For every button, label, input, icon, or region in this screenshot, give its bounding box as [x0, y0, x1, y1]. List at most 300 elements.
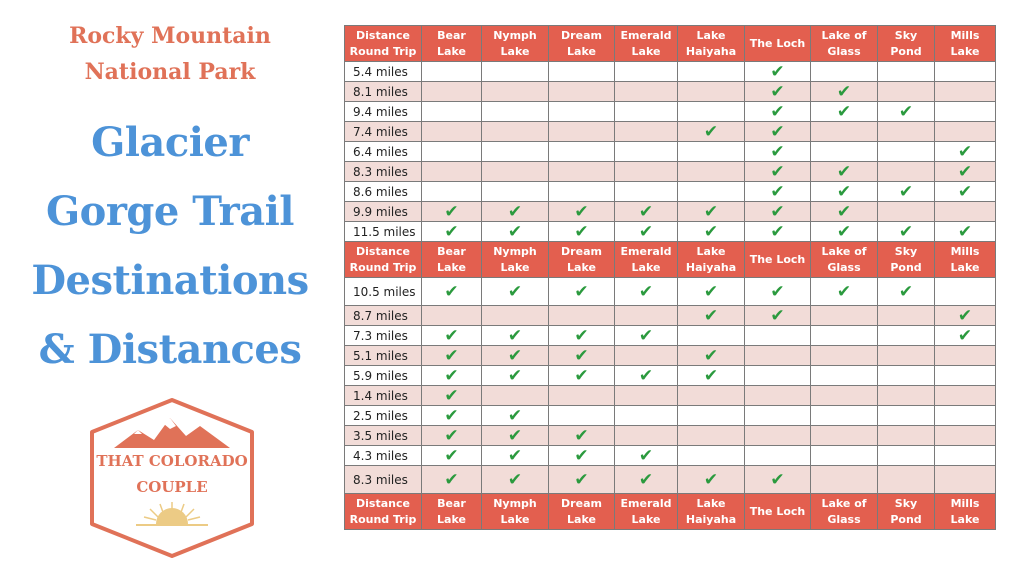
- column-header-label: Sky: [894, 496, 918, 510]
- check-icon: ✔: [444, 326, 459, 346]
- destination-cell: [615, 182, 678, 202]
- column-header-destination: [549, 26, 615, 62]
- logo-text-line2: COUPLE: [136, 478, 208, 496]
- destination-cell: [482, 446, 549, 466]
- distance-cell: 8.3 miles: [345, 162, 422, 182]
- page-title-line: Glacier: [91, 119, 249, 166]
- check-icon: ✔: [836, 202, 852, 222]
- check-icon: ✔: [898, 102, 914, 122]
- check-icon: ✔: [507, 426, 523, 446]
- destination-cell: [549, 62, 615, 82]
- check-icon: ✔: [507, 346, 523, 366]
- destination-cell: [678, 142, 745, 162]
- page-title-line: Gorge Trail: [46, 188, 294, 235]
- destination-cell: [422, 446, 482, 466]
- distance-cell: 10.5 miles: [345, 278, 422, 306]
- column-header-label: Lake: [696, 496, 726, 510]
- destination-cell: [811, 182, 878, 202]
- destination-cell: [935, 182, 996, 202]
- column-header-label: Mills: [950, 244, 980, 258]
- column-header-label: Nymph: [493, 28, 537, 42]
- column-header-label: Glass: [827, 512, 861, 526]
- table-row: [345, 142, 996, 162]
- distance-cell: 6.4 miles: [345, 142, 422, 162]
- destination-cell: [745, 142, 811, 162]
- destination-cell: [811, 306, 878, 326]
- destination-cell: [878, 222, 935, 242]
- check-icon: ✔: [574, 470, 589, 490]
- check-icon: ✔: [836, 282, 852, 302]
- column-header-label: Round Trip: [349, 512, 417, 526]
- column-header-label: Lake: [567, 512, 596, 526]
- check-icon: ✔: [638, 470, 654, 490]
- destination-cell: [678, 278, 745, 306]
- column-header-label: Lake: [437, 44, 466, 58]
- check-icon: ✔: [836, 222, 852, 242]
- column-header-label: The Loch: [749, 504, 806, 518]
- check-icon: ✔: [770, 62, 785, 82]
- check-icon: ✔: [957, 326, 973, 346]
- column-header-label: Lake: [950, 512, 980, 526]
- distance-cell: 3.5 miles: [345, 426, 422, 446]
- column-header-label: Emerald: [620, 244, 672, 258]
- check-icon: ✔: [507, 446, 523, 466]
- destination-cell: [422, 406, 482, 426]
- check-icon: ✔: [770, 102, 785, 122]
- destination-cell: [935, 366, 996, 386]
- destination-cell: [878, 278, 935, 306]
- distance-cell: 7.4 miles: [345, 122, 422, 142]
- destination-cell: [422, 142, 482, 162]
- destination-cell: [745, 122, 811, 142]
- column-header-destination: [615, 242, 678, 278]
- destination-cell: [678, 366, 745, 386]
- destination-cell: [549, 446, 615, 466]
- destination-cell: [878, 306, 935, 326]
- destination-cell: [678, 446, 745, 466]
- table-row: [345, 222, 996, 242]
- check-icon: ✔: [507, 326, 523, 346]
- destination-cell: [935, 102, 996, 122]
- destination-cell: [678, 466, 745, 494]
- table-row: [345, 466, 996, 494]
- column-header-label: Bear: [437, 28, 466, 42]
- column-header-label: Bear: [437, 496, 466, 510]
- column-header-label: Lake of: [821, 28, 867, 42]
- destination-cell: [678, 306, 745, 326]
- column-header-destination: [878, 494, 935, 530]
- park-name-line: Rocky Mountain: [69, 23, 271, 49]
- check-icon: ✔: [703, 366, 719, 386]
- column-header-destination: [482, 494, 549, 530]
- destination-cell: [811, 326, 878, 346]
- check-icon: ✔: [770, 306, 785, 326]
- destination-cell: [482, 162, 549, 182]
- destination-cell: [745, 426, 811, 446]
- check-icon: ✔: [957, 222, 973, 242]
- distance-cell: 1.4 miles: [345, 386, 422, 406]
- table-row: [345, 366, 996, 386]
- check-icon: ✔: [703, 282, 719, 302]
- column-header-label: The Loch: [749, 252, 806, 266]
- table-header-row: [345, 242, 996, 278]
- column-header-label: Mills Lake: [950, 28, 980, 58]
- column-header-destination: [878, 26, 935, 62]
- table-row: [345, 426, 996, 446]
- destination-cell: [422, 278, 482, 306]
- destination-cell: [549, 406, 615, 426]
- destination-cell: [878, 426, 935, 446]
- destination-cell: [615, 326, 678, 346]
- column-header-label: Lake: [437, 512, 466, 526]
- check-icon: ✔: [444, 222, 459, 242]
- destination-cell: [935, 346, 996, 366]
- table-row: [345, 326, 996, 346]
- destination-cell: [482, 202, 549, 222]
- destination-cell: [678, 202, 745, 222]
- destination-cell: [422, 62, 482, 82]
- destination-cell: [935, 142, 996, 162]
- destination-cell: [549, 306, 615, 326]
- table-row: [345, 278, 996, 306]
- destination-cell: [935, 386, 996, 406]
- distance-cell: 8.6 miles: [345, 182, 422, 202]
- destination-cell: [935, 426, 996, 446]
- destination-cell: [745, 222, 811, 242]
- check-icon: ✔: [898, 222, 914, 242]
- destination-cell: [615, 202, 678, 222]
- destination-cell: [422, 162, 482, 182]
- check-icon: ✔: [574, 282, 589, 302]
- check-icon: ✔: [703, 470, 719, 490]
- destination-cell: [811, 426, 878, 446]
- distance-cell: 5.4 miles: [345, 62, 422, 82]
- destination-cell: [811, 446, 878, 466]
- destination-cell: [878, 82, 935, 102]
- check-icon: ✔: [770, 82, 785, 102]
- destination-cell: [878, 182, 935, 202]
- destination-cell: [811, 162, 878, 182]
- check-icon: ✔: [836, 102, 852, 122]
- check-icon: ✔: [703, 306, 719, 326]
- check-icon: ✔: [770, 282, 785, 302]
- table-row: [345, 82, 996, 102]
- distance-cell: 11.5 miles: [345, 222, 422, 242]
- destination-cell: [811, 466, 878, 494]
- distance-cell: 9.4 miles: [345, 102, 422, 122]
- check-icon: ✔: [703, 122, 719, 142]
- column-header-destination: [482, 26, 549, 62]
- destination-cell: [549, 278, 615, 306]
- page-title-line: & Distances: [38, 326, 302, 373]
- check-icon: ✔: [574, 426, 589, 446]
- brand-logo: [84, 396, 260, 560]
- check-icon: ✔: [770, 222, 785, 242]
- column-header-label: Lake: [696, 28, 726, 42]
- check-icon: ✔: [638, 202, 654, 222]
- destination-cell: [549, 202, 615, 222]
- destination-cell: [745, 82, 811, 102]
- column-header-label: Haiyaha: [685, 44, 737, 58]
- destination-cell: [935, 306, 996, 326]
- column-header-label: Lake: [500, 44, 530, 58]
- destination-cell: [482, 346, 549, 366]
- check-icon: ✔: [957, 142, 973, 162]
- destination-cell: [878, 62, 935, 82]
- column-header-label: Dream: [561, 496, 602, 510]
- check-icon: ✔: [898, 182, 914, 202]
- table-row: [345, 122, 996, 142]
- destination-cell: [811, 366, 878, 386]
- destination-cell: [615, 102, 678, 122]
- column-header-label: Lake: [567, 260, 596, 274]
- destination-cell: [678, 406, 745, 426]
- column-header-destination: [745, 242, 811, 278]
- column-header-label: Distance: [356, 496, 410, 510]
- column-header-destination: [811, 494, 878, 530]
- check-icon: ✔: [957, 182, 973, 202]
- check-icon: ✔: [957, 162, 973, 182]
- distance-cell: 8.1 miles: [345, 82, 422, 102]
- column-header-distance: [345, 494, 422, 530]
- destination-cell: [615, 122, 678, 142]
- distance-cell: 8.7 miles: [345, 306, 422, 326]
- destination-cell: [615, 386, 678, 406]
- table-header-row: [345, 26, 996, 62]
- column-header-destination: [549, 494, 615, 530]
- check-icon: ✔: [638, 366, 654, 386]
- destination-cell: [745, 278, 811, 306]
- table-row: [345, 446, 996, 466]
- destination-cell: [482, 366, 549, 386]
- destination-cell: [745, 446, 811, 466]
- destination-cell: [878, 326, 935, 346]
- column-header-label: Pond: [890, 44, 922, 58]
- destination-cell: [549, 82, 615, 102]
- destination-cell: [615, 222, 678, 242]
- destination-cell: [615, 278, 678, 306]
- check-icon: ✔: [507, 366, 523, 386]
- destination-cell: [878, 202, 935, 222]
- destination-cell: [935, 162, 996, 182]
- column-header-destination: [935, 242, 996, 278]
- table-row: [345, 182, 996, 202]
- column-header-destination: [549, 242, 615, 278]
- distance-cell: 5.9 miles: [345, 366, 422, 386]
- destination-cell: [678, 182, 745, 202]
- destination-cell: [549, 222, 615, 242]
- check-icon: ✔: [703, 222, 719, 242]
- destination-cell: [811, 278, 878, 306]
- destination-cell: [745, 386, 811, 406]
- destination-cell: [878, 162, 935, 182]
- destination-cell: [935, 406, 996, 426]
- destination-cell: [878, 102, 935, 122]
- column-header-destination: [811, 242, 878, 278]
- destination-cell: [549, 142, 615, 162]
- column-header-destination: [615, 494, 678, 530]
- check-icon: ✔: [703, 346, 719, 366]
- column-header-label: Nymph: [493, 244, 537, 258]
- destination-cell: [549, 466, 615, 494]
- destination-cell: [811, 62, 878, 82]
- destination-cell: [878, 446, 935, 466]
- destination-cell: [878, 122, 935, 142]
- destination-cell: [745, 466, 811, 494]
- destination-cell: [811, 406, 878, 426]
- column-header-destination: [745, 26, 811, 62]
- destination-cell: [745, 102, 811, 122]
- distance-cell: 2.5 miles: [345, 406, 422, 426]
- table-row: [345, 406, 996, 426]
- column-header-label: Lake: [631, 260, 661, 274]
- column-header-destination: [878, 242, 935, 278]
- destination-cell: [811, 142, 878, 162]
- destination-cell: [935, 202, 996, 222]
- table-row: [345, 102, 996, 122]
- column-header-label: Dream: [561, 244, 602, 258]
- check-icon: ✔: [836, 182, 852, 202]
- check-icon: ✔: [638, 326, 654, 346]
- distance-cell: 4.3 miles: [345, 446, 422, 466]
- destination-cell: [745, 406, 811, 426]
- column-header-label: Pond: [890, 512, 922, 526]
- destination-cell: [678, 386, 745, 406]
- destination-cell: [482, 82, 549, 102]
- trail-destinations-table: [344, 25, 996, 530]
- check-icon: ✔: [770, 122, 785, 142]
- destination-cell: [811, 346, 878, 366]
- column-header-destination: [422, 242, 482, 278]
- destination-cell: [745, 306, 811, 326]
- check-icon: ✔: [770, 470, 785, 490]
- check-icon: ✔: [444, 366, 459, 386]
- column-header-label: Lake: [631, 512, 661, 526]
- check-icon: ✔: [444, 282, 459, 302]
- column-header-label: Haiyaha: [685, 512, 737, 526]
- distance-cell: 8.3 miles: [345, 466, 422, 494]
- destination-cell: [615, 162, 678, 182]
- column-header-label: Pond: [890, 260, 922, 274]
- destination-cell: [422, 386, 482, 406]
- destination-cell: [745, 182, 811, 202]
- check-icon: ✔: [574, 446, 589, 466]
- destination-cell: [615, 466, 678, 494]
- destination-cell: [935, 446, 996, 466]
- destination-cell: [745, 62, 811, 82]
- destination-cell: [422, 346, 482, 366]
- table-row: [345, 386, 996, 406]
- destination-cell: [482, 222, 549, 242]
- check-icon: ✔: [574, 346, 589, 366]
- destination-cell: [615, 426, 678, 446]
- check-icon: ✔: [444, 202, 459, 222]
- destination-cell: [878, 466, 935, 494]
- destination-cell: [878, 386, 935, 406]
- destination-cell: [811, 82, 878, 102]
- column-header-destination: [678, 242, 745, 278]
- destination-cell: [422, 326, 482, 346]
- destination-cell: [549, 366, 615, 386]
- column-header-destination: [935, 494, 996, 530]
- table-row: [345, 346, 996, 366]
- park-name-line: National Park: [84, 59, 256, 85]
- title-panel: [0, 0, 340, 576]
- destination-cell: [811, 222, 878, 242]
- check-icon: ✔: [770, 142, 785, 162]
- destination-cell: [678, 102, 745, 122]
- destination-cell: [482, 386, 549, 406]
- destination-cell: [549, 162, 615, 182]
- column-header-label: Bear: [437, 244, 466, 258]
- destination-cell: [549, 346, 615, 366]
- destination-cell: [482, 122, 549, 142]
- check-icon: ✔: [957, 306, 973, 326]
- check-icon: ✔: [898, 282, 914, 302]
- destination-cell: [615, 366, 678, 386]
- destination-cell: [678, 162, 745, 182]
- check-icon: ✔: [444, 346, 459, 366]
- column-header-label: Sky: [894, 244, 918, 258]
- destination-cell: [745, 346, 811, 366]
- check-icon: ✔: [703, 202, 719, 222]
- destination-cell: [615, 346, 678, 366]
- column-header-label: Emerald: [620, 28, 672, 42]
- destination-cell: [878, 346, 935, 366]
- destination-cell: [422, 466, 482, 494]
- destination-cell: [935, 82, 996, 102]
- destination-cell: [678, 122, 745, 142]
- table-row: [345, 162, 996, 182]
- destination-cell: [878, 366, 935, 386]
- destination-cell: [615, 406, 678, 426]
- column-header-label: Lake: [631, 44, 661, 58]
- check-icon: ✔: [770, 182, 785, 202]
- mountain-sunrise-hexagon-logo-icon: [84, 396, 260, 560]
- column-header-label: Round Trip: [349, 260, 417, 274]
- destination-cell: [482, 466, 549, 494]
- park-name: [0, 18, 340, 90]
- column-header-distance: [345, 242, 422, 278]
- destination-cell: [745, 366, 811, 386]
- check-icon: ✔: [444, 470, 459, 490]
- check-icon: ✔: [770, 202, 785, 222]
- check-icon: ✔: [574, 202, 589, 222]
- destination-cell: [482, 142, 549, 162]
- destination-cell: [615, 62, 678, 82]
- destination-cell: [482, 278, 549, 306]
- table-row: [345, 62, 996, 82]
- destination-cell: [678, 426, 745, 446]
- destination-cell: [878, 142, 935, 162]
- column-header-label: Mills: [950, 496, 980, 510]
- column-header-destination: [422, 26, 482, 62]
- check-icon: ✔: [444, 406, 459, 426]
- check-icon: ✔: [444, 386, 459, 406]
- page-title: [0, 108, 340, 384]
- destination-cell: [422, 82, 482, 102]
- destination-cell: [615, 82, 678, 102]
- column-header-distance: [345, 26, 422, 62]
- destination-cell: [678, 82, 745, 102]
- column-header-label: Glass: [827, 44, 861, 58]
- destination-cell: [549, 426, 615, 446]
- destination-cell: [549, 182, 615, 202]
- column-header-label: Lake: [437, 260, 466, 274]
- destination-cell: [422, 202, 482, 222]
- column-header-label: The Loch: [749, 36, 806, 50]
- check-icon: ✔: [574, 326, 589, 346]
